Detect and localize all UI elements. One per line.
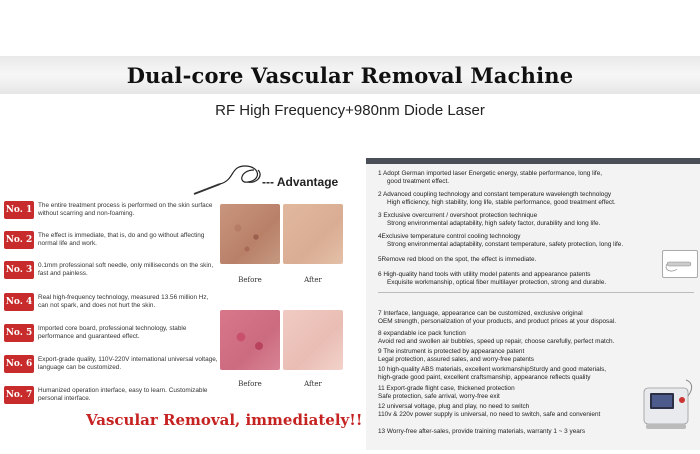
- advantage-text: Export-grade quality, 110V-220V international universal voltage, language can be customized.: [38, 356, 218, 371]
- feature-item: [378, 212, 696, 228]
- panel-top-bar: [366, 158, 700, 164]
- feature-body: Strong environmental adaptability, constant temperature, safety protection, long life.: [387, 241, 624, 248]
- number-badge: No. 4: [4, 293, 34, 311]
- feature-item: [378, 310, 696, 326]
- feature-head: 7 Interface, language, appearance can be customized, exclusive original: [378, 310, 583, 317]
- number-badge: No. 5: [4, 324, 34, 342]
- handpiece-image: [662, 250, 698, 278]
- feature-item: [378, 170, 696, 186]
- feature-head: 12 universal voltage, plug and play, no need to switch: [378, 403, 530, 410]
- handpiece-icon: [663, 251, 697, 277]
- number-badge: No. 3: [4, 261, 34, 279]
- number-badge: No. 1: [4, 201, 34, 219]
- advantage-item: [4, 288, 219, 316]
- photo-caption: After: [304, 276, 322, 284]
- feature-item: [378, 256, 696, 264]
- advantage-text: Imported core board, professional technology, stable performance and guaranteed effect.: [38, 325, 187, 340]
- advantage-text: 0.1mm professional soft needle, only milliseconds on the skin, fast and painless.: [38, 262, 214, 277]
- feature-item: [378, 271, 696, 287]
- feature-body: Avoid red and swollen air bubbles, speed up repair, choose carefully, perfect match.: [378, 338, 615, 345]
- feature-body: Exquisite workmanship, optical fiber multilayer protection, strong and durable.: [387, 279, 607, 286]
- title-bar: [0, 56, 700, 94]
- before-photo-face: [220, 204, 280, 264]
- number-badge: No. 6: [4, 355, 34, 373]
- feature-head: 2 Advanced coupling technology and constant temperature wavelength technology: [378, 191, 612, 198]
- feature-body: OEM strength, personalization of your products, and product prices at your disposal.: [378, 318, 616, 325]
- after-photo-vessels: [283, 310, 343, 370]
- photo-caption: After: [304, 380, 322, 388]
- before-photo-vessels: [220, 310, 280, 370]
- number-badge: No. 2: [4, 231, 34, 249]
- feature-item: [378, 330, 696, 346]
- advantage-label: --- Advantage: [262, 175, 339, 189]
- feature-head: 11 Export-grade flight case, thickened protection: [378, 385, 515, 392]
- feature-head: 9 The instrument is protected by appearance patent: [378, 348, 525, 355]
- number-badge: No. 7: [4, 386, 34, 404]
- feature-body: 110v & 220v power supply is universal, no need to switch, safe and convenient: [378, 411, 601, 418]
- feature-head: 4Exclusive temperature control cooling technology: [378, 233, 521, 240]
- advantage-text: Humanized operation interface, easy to learn. Customizable personal interface.: [38, 387, 208, 402]
- page-title: Dual-core Vascular Removal Machine: [126, 62, 574, 88]
- feature-body: good treatment effect.: [387, 178, 450, 185]
- feature-head: 1 Adopt German imported laser Energetic energy, stable performance, long life,: [378, 170, 603, 177]
- slogan: Vascular Removal, immediately!!: [86, 411, 363, 429]
- advantage-item: [4, 226, 219, 254]
- advantage-text: The entire treatment process is performed on the skin surface without scarring and non-foaming.: [38, 202, 213, 217]
- feature-body: high-grade good paint, excellent craftsmanship, appearance reflects quality: [378, 374, 591, 381]
- divider: [378, 292, 694, 293]
- feature-head: 8 expandable ice pack function: [378, 330, 466, 337]
- machine-image: [636, 378, 694, 434]
- after-photo-face: [283, 204, 343, 264]
- feature-head: 6 High-quality hand tools with utility model patents and appearance patents: [378, 271, 591, 278]
- feature-item: [378, 191, 696, 207]
- page-subtitle: RF High Frequency+980nm Diode Laser: [215, 102, 485, 119]
- feature-body: Strong environmental adaptability, high safety factor, durability and long life.: [387, 220, 601, 227]
- advantage-item: [4, 196, 219, 224]
- feature-item: [378, 348, 696, 364]
- photo-caption: Before: [238, 276, 262, 284]
- advantage-item: [4, 256, 219, 284]
- feature-body: Safe protection, safe arrival, worry-free exit: [378, 393, 500, 400]
- advantage-item: [4, 319, 219, 347]
- feature-body: High efficiency, high stability, long life, stable performance, good treatment effect.: [387, 199, 616, 206]
- feature-head: 13 Worry-free after-sales, provide training materials, warranty 1 ~ 3 years: [378, 428, 586, 435]
- needle-probe-icon: [190, 160, 270, 200]
- feature-head: 3 Exclusive overcurrent / overshoot protection technique: [378, 212, 538, 219]
- feature-body: Legal protection, assured sales, and worry-free patents: [378, 356, 534, 363]
- advantage-item: [4, 381, 219, 409]
- feature-item: [378, 233, 696, 249]
- feature-head: 10 high-quality ABS materials, excellent workmanshipSturdy and good materials,: [378, 366, 607, 373]
- advantage-text: Real high-frequency technology, measured 13.56 million Hz, can not spark, and does not hurt the skin.: [38, 294, 209, 309]
- advantage-item: [4, 350, 219, 378]
- advantage-text: The effect is immediate, that is, do and go without affecting normal life and work.: [38, 232, 205, 247]
- photo-caption: Before: [238, 380, 262, 388]
- feature-head: 5Remove red blood on the spot, the effect is immediate.: [378, 256, 537, 263]
